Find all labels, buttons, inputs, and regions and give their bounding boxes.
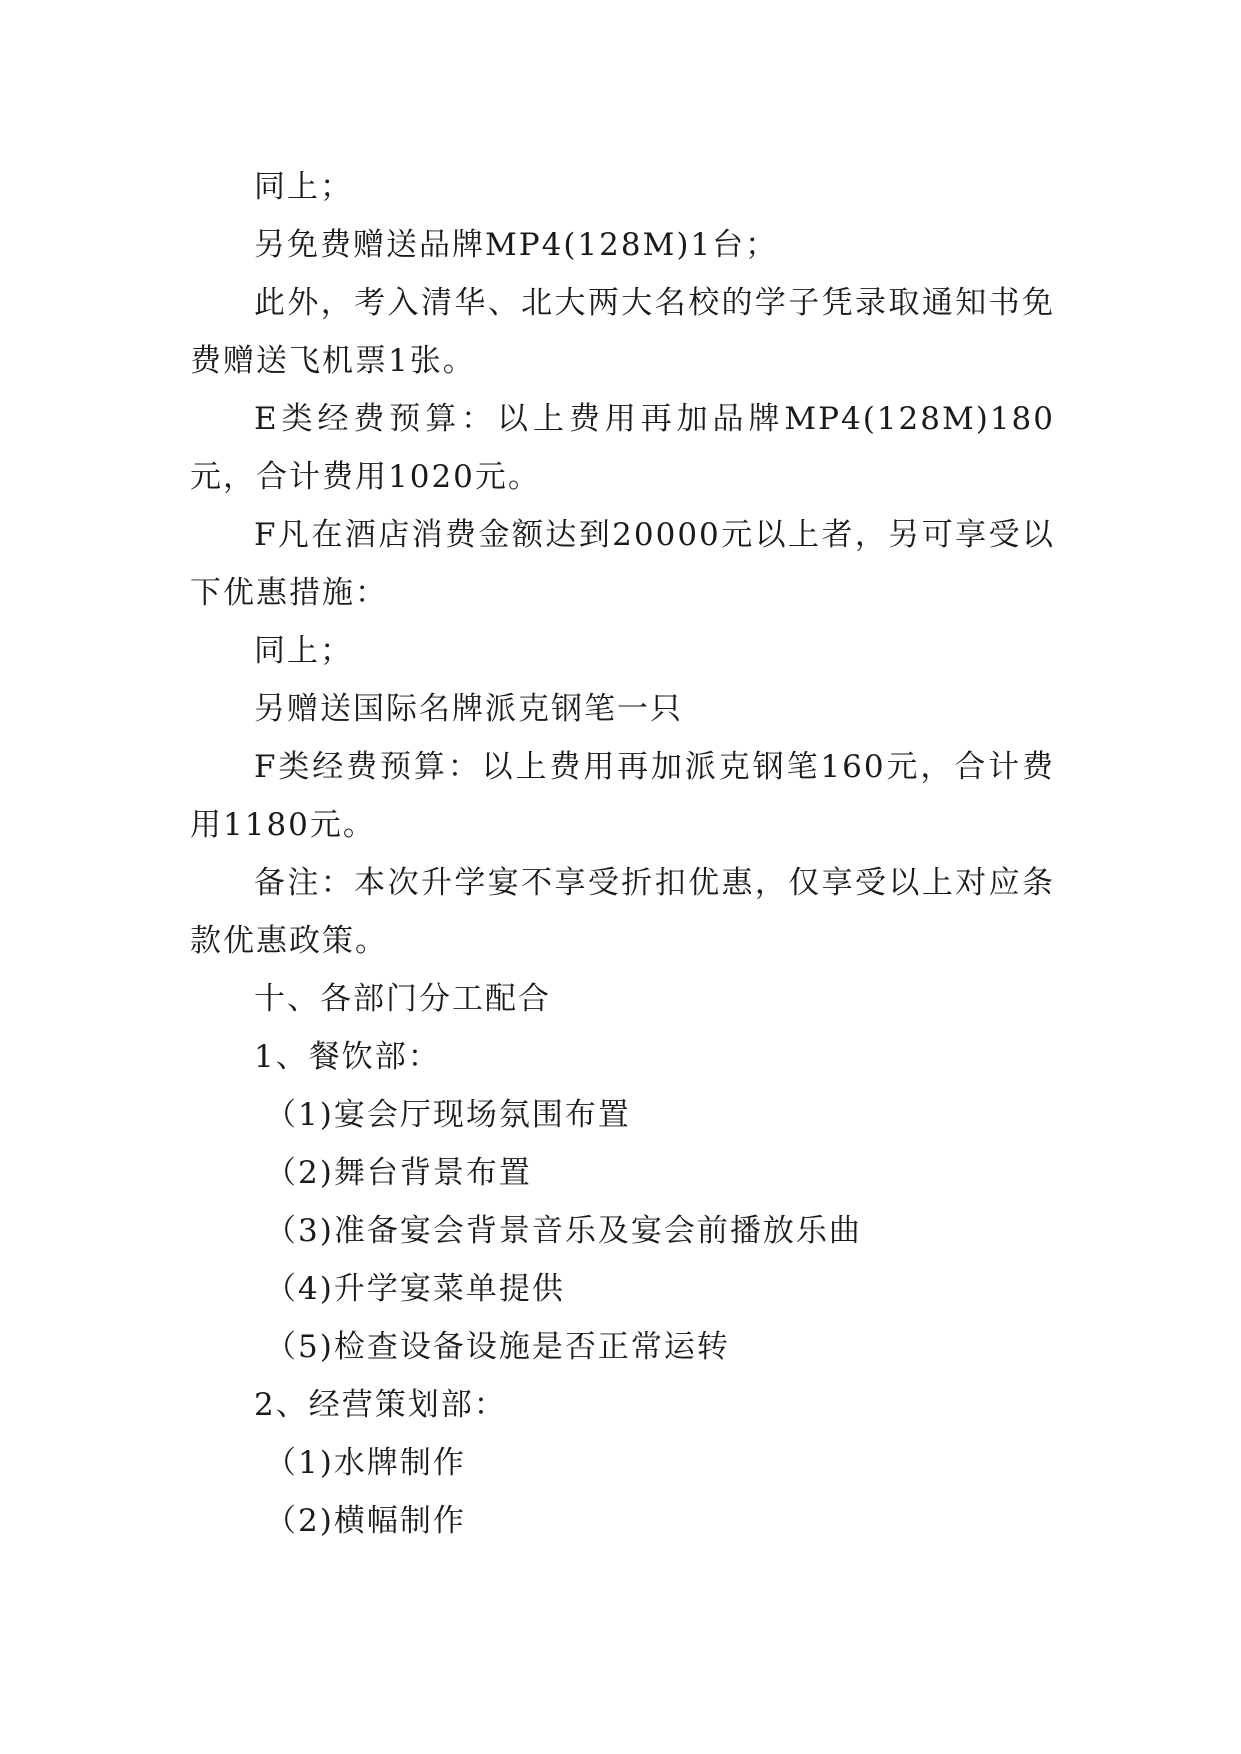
paragraph-mp4-gift: 另免费赠送品牌MP4(128M)1台；	[254, 227, 779, 263]
list-item: （3)准备宴会背景音乐及宴会前播放乐曲	[265, 1213, 862, 1249]
paragraph-budget-f: F类经费预算：以上费用再加派克钢笔160元，合计费用1180元。	[190, 749, 1055, 843]
paragraph-budget-e: E类经费预算：以上费用再加品牌MP4(128M)180元，合计费用1020元。	[190, 401, 1055, 495]
paragraph-tier-f: F凡在酒店消费金额达到20000元以上者，另可享受以下优惠措施：	[190, 517, 1055, 611]
list-item: （5)检查设备设施是否正常运转	[265, 1329, 730, 1365]
document-body	[190, 158, 1055, 1550]
list-item: （1)水牌制作	[265, 1445, 466, 1481]
subheading-planning-department: 2、经营策划部：	[254, 1387, 507, 1423]
paragraph-same-as-above-1: 同上；	[254, 169, 353, 205]
paragraph-flight-ticket: 此外，考入清华、北大两大名校的学子凭录取通知书免费赠送飞机票1张。	[190, 285, 1055, 379]
section-heading-department-division: 十、各部门分工配合	[254, 981, 551, 1017]
list-item: （2)舞台背景布置	[265, 1155, 532, 1191]
subheading-catering-department: 1、餐饮部：	[254, 1039, 441, 1075]
list-item: （4)升学宴菜单提供	[265, 1271, 565, 1307]
list-item: （2)横幅制作	[265, 1503, 466, 1539]
paragraph-same-as-above-2: 同上；	[254, 633, 353, 669]
paragraph-parker-pen-gift: 另赠送国际名牌派克钢笔一只	[254, 691, 683, 727]
paragraph-note: 备注：本次升学宴不享受折扣优惠，仅享受以上对应条款优惠政策。	[190, 865, 1055, 959]
list-item: （1)宴会厅现场氛围布置	[265, 1097, 631, 1133]
